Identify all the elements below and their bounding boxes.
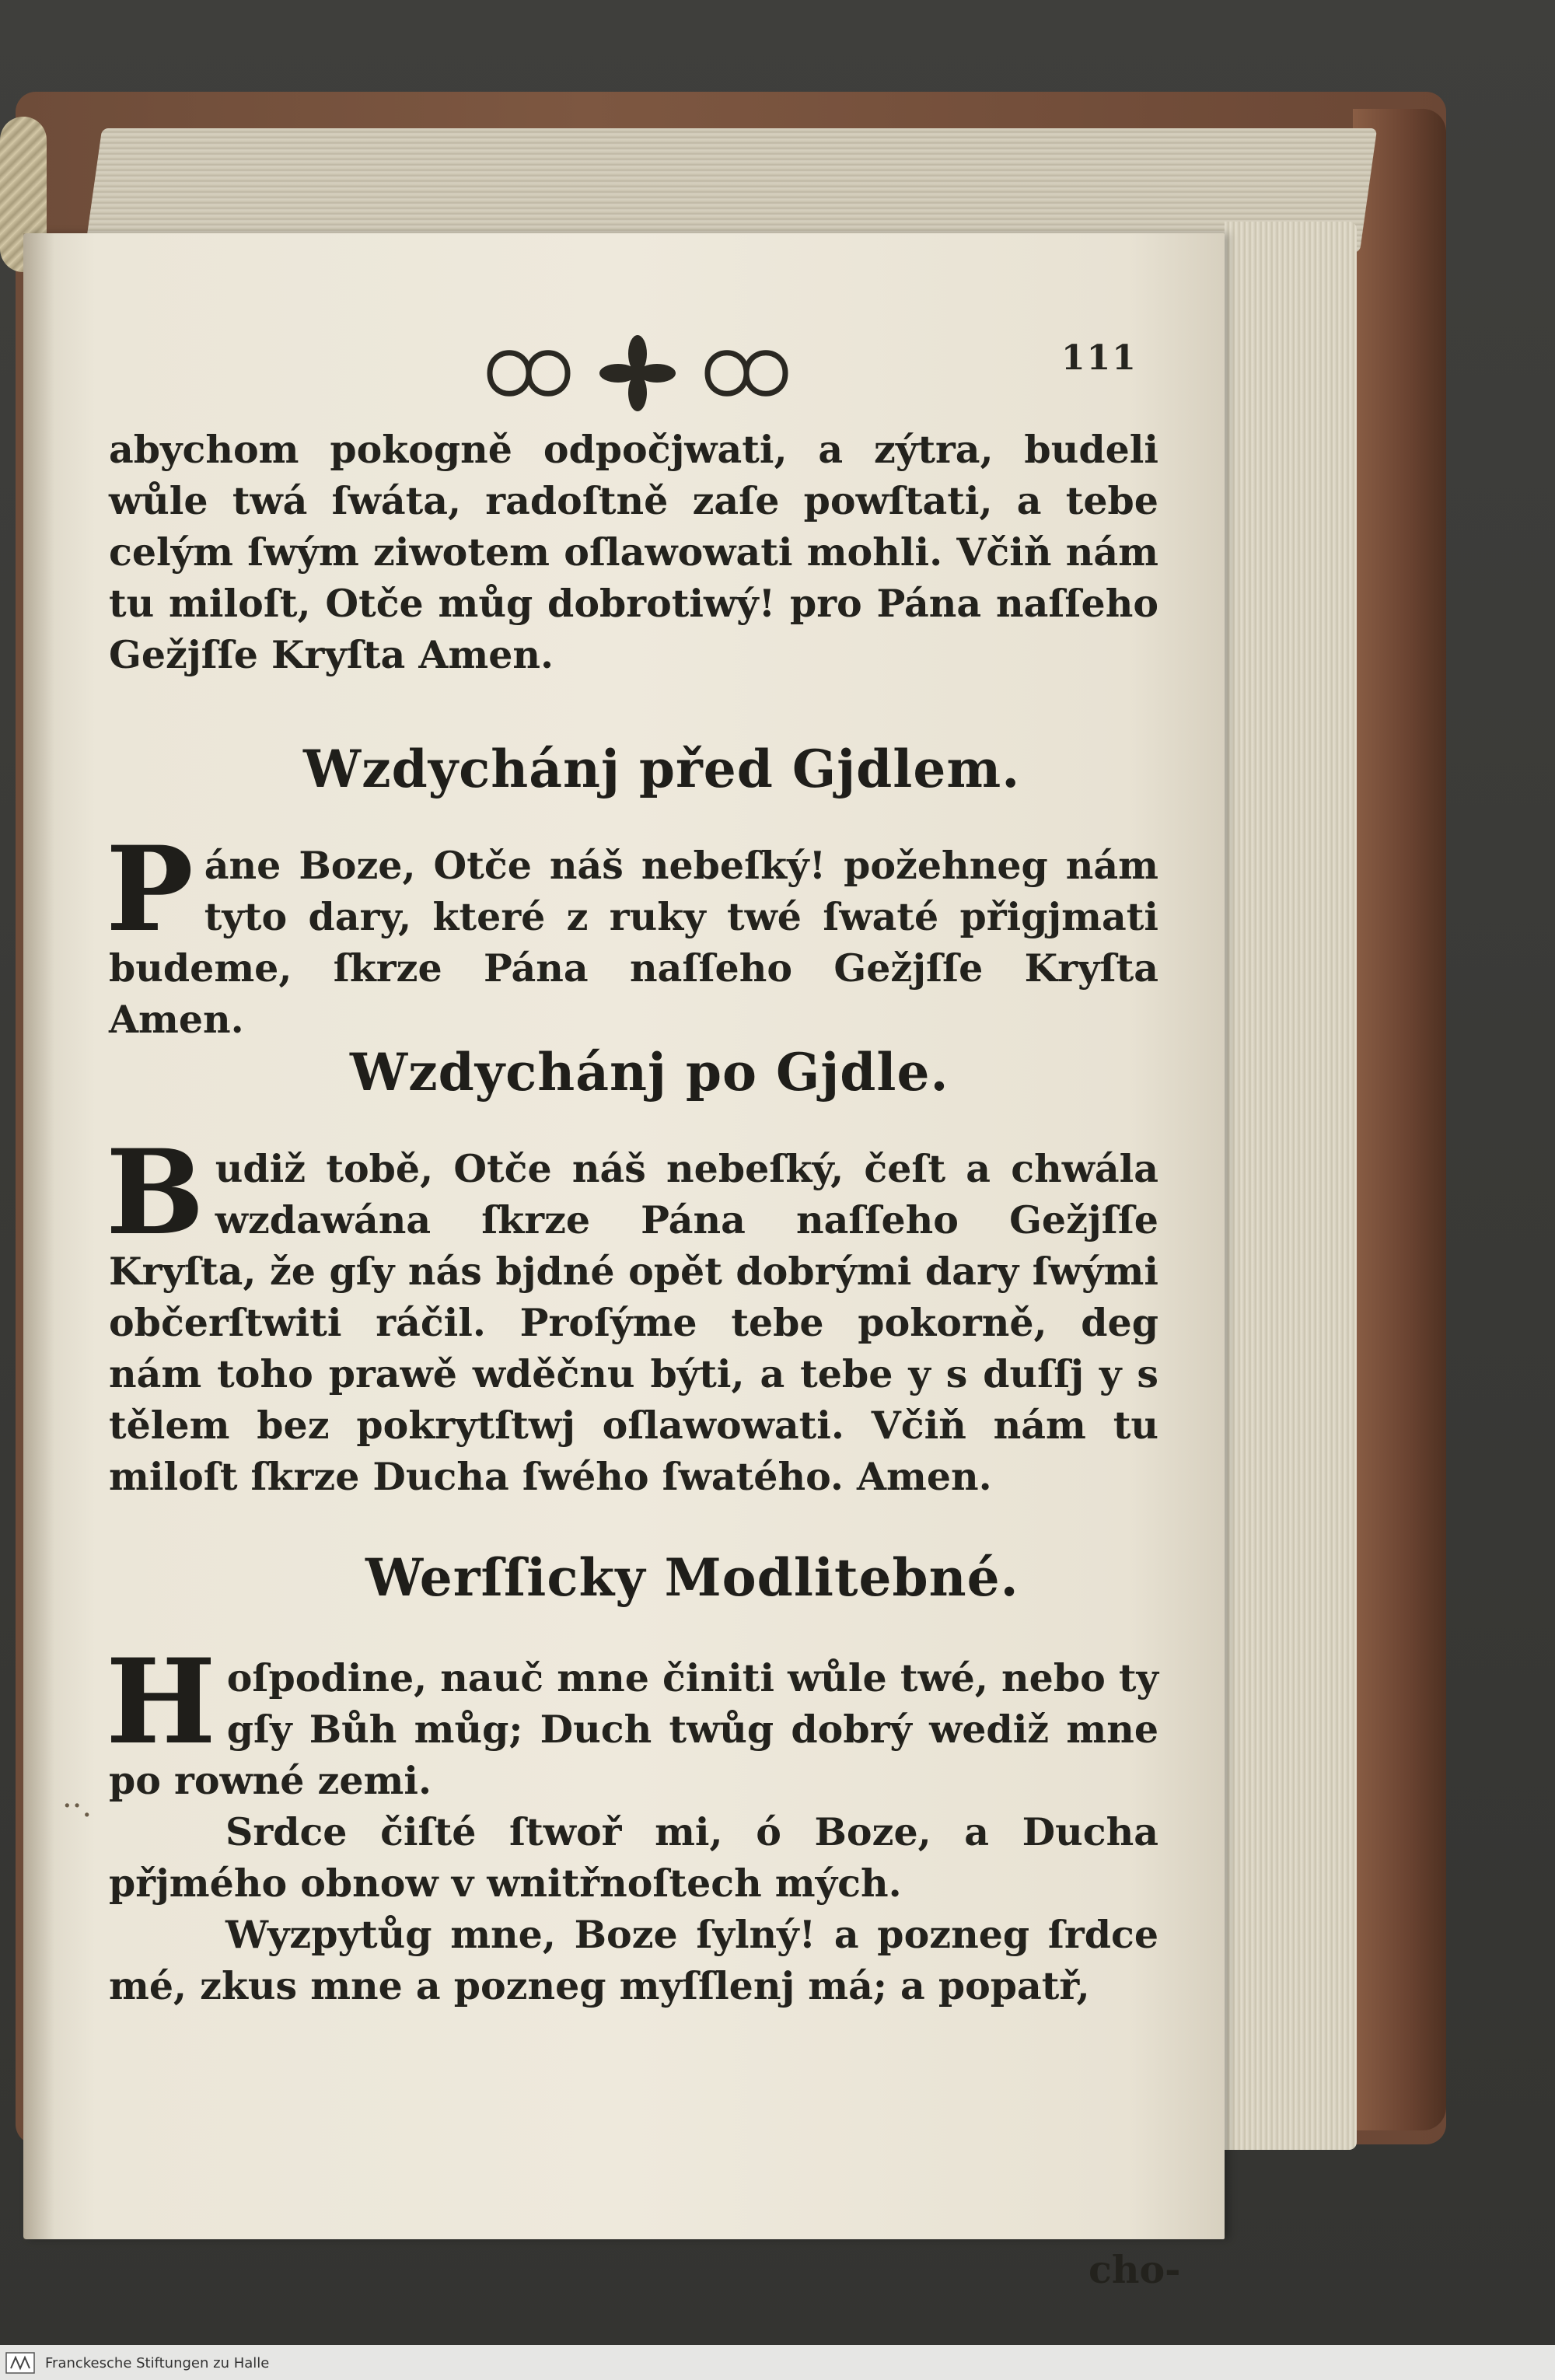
heading-prayer-before-meal: Wzdychánj před Gjdlem. — [303, 739, 1021, 799]
verse-2-text: Srdce čiſté ſtwoř mi, ó Boze, a Ducha přjmého obnow v wnitřnoſtech mých. — [109, 1809, 1158, 1906]
footer-bar — [0, 2345, 1555, 2380]
opening-paragraph — [109, 424, 1158, 680]
prayer-before-meal-initial: P — [106, 821, 194, 958]
prayer-after-meal — [106, 1124, 1158, 1502]
prayer-after-meal-text: udiž tobě, Otče náš nebeſký, čeſt a chwála wzdawána ſkrze Pána naſſeho Gežjſſe Kryſta, že gſy nás bjdné opět dobrými dary ſwými občerſtwiti ráčil. Proſýme tebe pokorně, deg nám toho prawě wděčnu býti, a tebe y s duſſj y s tělem bez pokrytſtwj oſlawowati. Včiň nám tu miloſt ſkrze Ducha ſwého ſwatého. Amen. — [109, 1146, 1158, 1499]
page-number: 111 — [1061, 338, 1137, 378]
catchword: cho- — [1088, 2247, 1181, 2292]
book-page — [23, 233, 1225, 2292]
institution-logo-icon — [5, 2351, 36, 2375]
opening-paragraph-text: abychom pokogně odpočjwati, a zýtra, budeli wůle twá ſwáta, radoſtně zaſe powſtati, a tebe celým ſwým ziwotem oſlawowati mohli. Včiň nám tu miloſt, Otče můg dobrotiwý! pro Pána naſſeho Gežjſſe Kryſta Amen. — [109, 427, 1158, 677]
gutter-shadow — [23, 233, 54, 2239]
book-cover-edge — [1353, 109, 1446, 2130]
heading-prayer-after-meal: Wzdychánj po Gjdle. — [350, 1042, 949, 1103]
stray-ink-dots: ··. — [62, 1788, 93, 1824]
heading-prayer-verses: Werſſicky Modlitebné. — [365, 1547, 1019, 1608]
prayer-before-meal — [106, 821, 1158, 1045]
verse-initial: H — [106, 1634, 216, 1770]
prayer-after-meal-initial: B — [106, 1124, 204, 1261]
verse-1-text: oſpodine, nauč mne činiti wůle twé, nebo ty gſy Bůh můg; Duch twůg dobrý wediž mne po rowné zemi. — [109, 1655, 1158, 1803]
prayer-before-meal-text: áne Boze, Otče náš nebeſký! požehneg nám tyto dary, které z ruky twé ſwaté přigjmati budeme, ſkrze Pána naſſeho Gežjſſe Kryſta Amen. — [109, 843, 1158, 1042]
prayer-verses — [106, 1634, 1158, 2011]
ornament-running-head — [474, 330, 801, 416]
page-block-fore-edge — [1225, 222, 1357, 2150]
footer-institution-text: Franckesche Stiftungen zu Halle — [45, 2355, 270, 2371]
verse-3-text: Wyzpytůg mne, Boze ſylný! a pozneg ſrdce mé, zkus mne a pozneg myſſlenj má; a popatř, — [109, 1912, 1158, 2008]
